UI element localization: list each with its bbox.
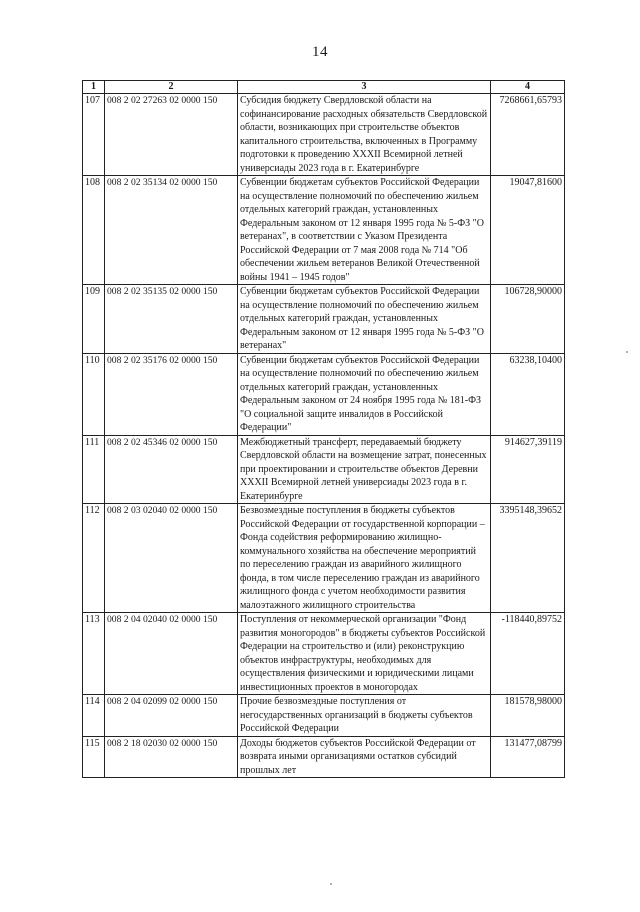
revenue-description: Безвозмездные поступления в бюджеты субъектов Российской Федерации от государственной корпорации – Фонда содействия реформированию жилищно-коммунального хозяйства на обеспечение мероприятий по переселению граждан из аварийного жилищного фонда, в том числе переселению граждан из аварийного жилищного фонда с учетом необходимости развития малоэтажного жилищного строительства (238, 504, 491, 613)
amount: 3395148,39652 (491, 504, 565, 613)
amount: 106728,90000 (491, 285, 565, 354)
amount: 19047,81600 (491, 176, 565, 285)
table-row (83, 504, 565, 613)
header-row (83, 81, 565, 94)
revenue-description: Межбюджетный трансферт, передаваемый бюджету Свердловской области на возмещение затрат, понесенных при проектировании и строительстве объектов Деревни XXXII Всемирной летней универсиады 2023 года в г. Екатеринбурге (238, 435, 491, 504)
scan-speck (330, 883, 332, 885)
revenue-description: Поступления от некоммерческой организации "Фонд развития моногородов" в бюджеты субъектов Российской Федерации на строительство и (или) реконструкцию объектов инфраструктуры, необходимых для осуществления физическими и юридическими лицами инвестиционных проектов в моногородах (238, 613, 491, 695)
table-body (83, 94, 565, 778)
amount: 7268661,65793 (491, 94, 565, 176)
amount: 914627,39119 (491, 435, 565, 504)
table-row (83, 353, 565, 435)
row-number: 109 (83, 285, 105, 354)
table-row (83, 285, 565, 354)
amount: 63238,10400 (491, 353, 565, 435)
amount: -118440,89752 (491, 613, 565, 695)
row-number: 113 (83, 613, 105, 695)
row-number: 108 (83, 176, 105, 285)
revenue-description: Доходы бюджетов субъектов Российской Федерации от возврата иными организациями остатков субсидий прошлых лет (238, 736, 491, 778)
budget-code: 008 2 02 45346 02 0000 150 (105, 435, 238, 504)
revenue-description: Субвенции бюджетам субъектов Российской Федерации на осуществление полномочий по обеспечению жильем отдельных категорий граждан, установленных Федеральным законом от 24 ноября 1995 года № 181-ФЗ "О социальной защите инвалидов в Российской Федерации" (238, 353, 491, 435)
row-number: 112 (83, 504, 105, 613)
revenue-description: Субвенции бюджетам субъектов Российской Федерации на осуществление полномочий по обеспечению жильем отдельных категорий граждан, установленных Федеральным законом от 12 января 1995 года № 5-ФЗ "О ветеранах" (238, 285, 491, 354)
budget-code: 008 2 02 35134 02 0000 150 (105, 176, 238, 285)
row-number: 110 (83, 353, 105, 435)
table-header (83, 81, 565, 94)
revenue-table (82, 80, 565, 778)
table-row (83, 695, 565, 737)
header-col-3: 3 (238, 81, 491, 94)
budget-code: 008 2 04 02040 02 0000 150 (105, 613, 238, 695)
budget-code: 008 2 02 35135 02 0000 150 (105, 285, 238, 354)
row-number: 115 (83, 736, 105, 778)
header-col-1: 1 (83, 81, 105, 94)
table-row (83, 736, 565, 778)
budget-code: 008 2 18 02030 02 0000 150 (105, 736, 238, 778)
row-number: 111 (83, 435, 105, 504)
revenue-description: Субвенции бюджетам субъектов Российской Федерации на осуществление полномочий по обеспечению жильем отдельных категорий граждан, установленных Федеральным законом от 12 января 1995 года № 5-ФЗ "О ветеранах", в соответствии с Указом Президента Российской Федерации от 7 мая 2008 года № 714 "Об обеспечении жильем ветеранов Великой Отечественной войны 1941 – 1945 годов" (238, 176, 491, 285)
header-col-2: 2 (105, 81, 238, 94)
table-row (83, 94, 565, 176)
table-row (83, 435, 565, 504)
header-col-4: 4 (491, 81, 565, 94)
page-number: 14 (312, 44, 328, 60)
row-number: 107 (83, 94, 105, 176)
table-row (83, 176, 565, 285)
table-row (83, 613, 565, 695)
revenue-description: Субсидия бюджету Свердловской области на софинансирование расходных обязательств Свердловской области, возникающих при строительстве объектов капитального строительства, включенных в Программу подготовки к проведению XXXII Всемирной летней универсиады 2023 года в г. Екатеринбурге (238, 94, 491, 176)
row-number: 114 (83, 695, 105, 737)
budget-code: 008 2 02 35176 02 0000 150 (105, 353, 238, 435)
budget-code: 008 2 04 02099 02 0000 150 (105, 695, 238, 737)
amount: 131477,08799 (491, 736, 565, 778)
budget-code: 008 2 03 02040 02 0000 150 (105, 504, 238, 613)
scan-speck (626, 351, 628, 353)
budget-code: 008 2 02 27263 02 0000 150 (105, 94, 238, 176)
revenue-description: Прочие безвозмездные поступления от негосударственных организаций в бюджеты субъектов Российской Федерации (238, 695, 491, 737)
amount: 181578,98000 (491, 695, 565, 737)
